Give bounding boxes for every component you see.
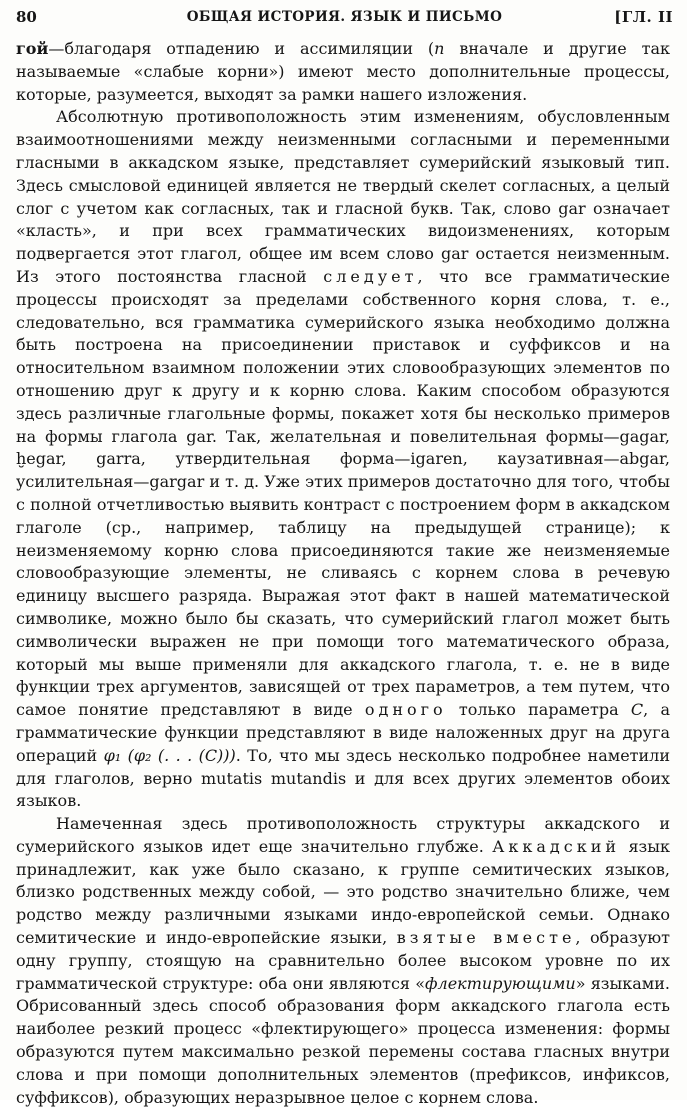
page-number: 80 xyxy=(16,8,37,26)
page-header xyxy=(16,8,673,30)
text-run: —благодаря отпадению и ассимиляции ( xyxy=(48,39,435,58)
text-spaced: следует xyxy=(323,266,418,286)
text-run: , образуют одну группу, стоящую на сравнительно более высоком уровне по их грамматической структуре: оба они являются « xyxy=(16,928,670,993)
chapter-reference: [ГЛ. II xyxy=(614,8,673,26)
text-italic: флектирующими xyxy=(425,973,576,993)
text-run: , а грамматические функции представляют в виде наложенных друг на друга операций xyxy=(16,700,670,765)
text-bold: гой xyxy=(16,39,49,58)
text-run: язык принадлежит, как уже было сказано, к группе семитических языков, близко родственных между собой, — это родство значительно ближе, чем родство между различными языками индо-европейской семьи. Однако семитические и индо-европейские языки, xyxy=(16,836,671,948)
paragraph-p3 xyxy=(16,813,670,1109)
text-run: вначале и другие так называемые «слабые корни») имеют место дополнительные процессы, которые, разумеется, выходят за рамки нашего изложения. xyxy=(16,39,670,104)
text-run: Абсолютную противоположность этим изменениям, обусловленным взаимоотношениями между неизменными согласными и переменными гласными в аккадском языке, представляет сумерийский языковый тип. Здесь смысловой единицей является не твердый скелет согласных, а целый слог с учетом как согласных, так и гласной букв. Так, слово gar означает «класть», и при всех грамматических видоизменениях, которым подвергается этот глагол, общее им всем слово gar остается неизменным. Из этого постоянства гласной xyxy=(16,107,670,286)
text-run: Намеченная здесь противоположность структуры аккадского и сумерийского языков идет еще значительно глубже. xyxy=(16,814,670,856)
text-run: » языками. Обрисованный здесь способ образования форм аккадского глагола есть наиболее резкий процесс «флектирующего» процесса изменения: формы образуются путем максимально резкой перемены состава гласных внутри слова и при помощи дополнительных элементов (префиксов, инфиксов, суффиксов), образующих неразрывное целое с корнем слова. xyxy=(16,973,670,1107)
text-italic: n xyxy=(434,39,445,58)
paragraph-p1 xyxy=(16,38,670,106)
text-spaced: одного xyxy=(364,700,447,720)
text-run: . То, что мы здесь несколько подробнее наметили для глаголов, верно mutatis mutandis и для всех других элементов обоих языков. xyxy=(16,745,671,811)
text-italic: C xyxy=(630,700,644,720)
text-run: , что все грамматические процессы происходят за пределами собственного корня слова, т. е., следовательно, вся грамматика сумерийского языка необходимо должна быть построена на присоединении приставок и суффиксов и на относительном взаимном положении этих словообразующих элементов по отношению друг к другу и к корню слова. Каким способом образуются здесь различные глагольные формы, покажет хотя бы несколько примеров на формы глагола gar. Так, желательная и повелительная формы—gagar, ḫegar, garra, утвердительная форма—igaren, каузативная—abgar, усилительная—gargar и т. д. Уже этих примеров достаточно для того, чтобы с полной отчетливостью выявить контраст с построением форм в аккадском глаголе (ср., например, таблицу на предыдущей странице); к неизменяемому корню слова присоединяются такие же неизменяемые словообразующие элементы, не сливаясь с корнем слова в речевую единицу высшего разряда. Выражая этот факт в нашей математической символике, можно было бы сказать, что сумерийский глагол может быть символически выражен не при помощи того математического образа, который мы выше применяли для аккадского глагола, т. е. не в виде функции трех аргументов, зависящей от трех параметров, а тем путем, что самое понятие представляют в виде xyxy=(16,266,671,720)
running-title: ОБЩАЯ ИСТОРИЯ. ЯЗЫК И ПИСЬМО xyxy=(186,9,503,25)
text-spaced: взятые вместе xyxy=(396,928,576,948)
text-run: только параметра xyxy=(446,700,631,720)
paragraph-p2 xyxy=(16,106,670,813)
body-text xyxy=(16,38,670,1109)
text-spaced: Аккадский xyxy=(492,836,621,856)
text-italic: φ₁ (φ₂ (. . . (C))) xyxy=(103,745,236,765)
